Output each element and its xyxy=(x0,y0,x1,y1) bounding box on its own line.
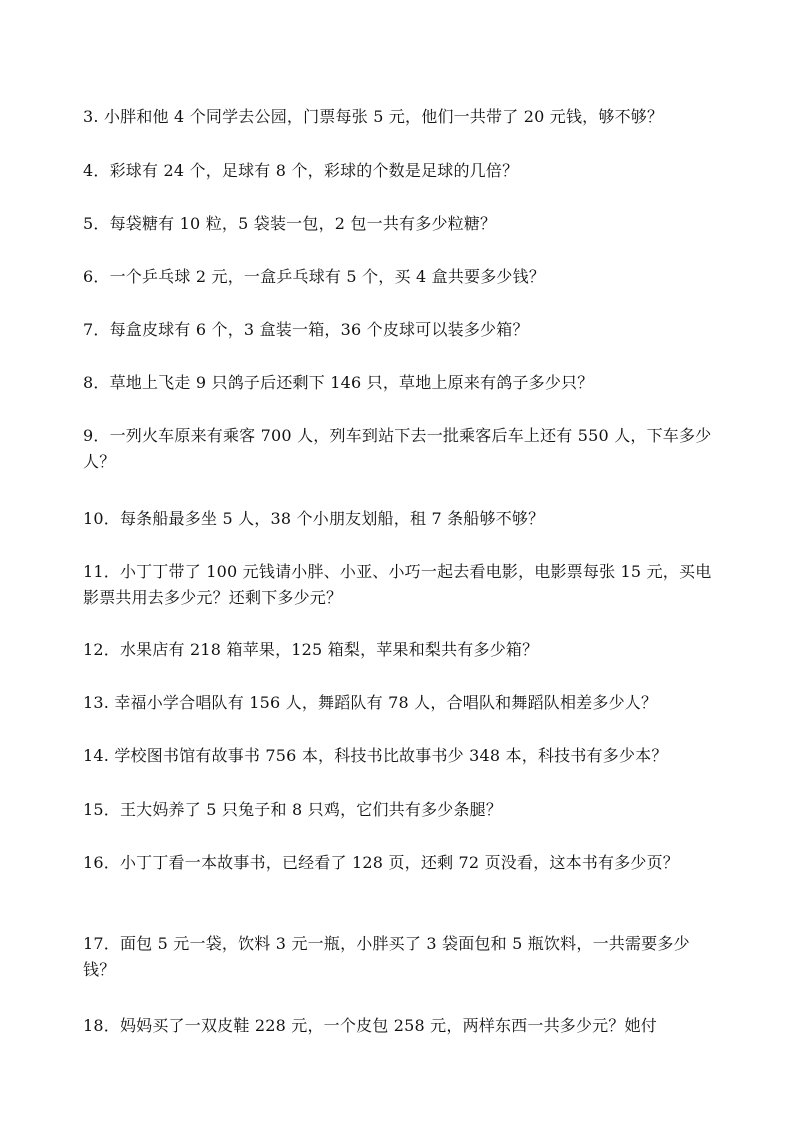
problem-12: 12．水果店有 218 箱苹果，125 箱梨，苹果和梨共有多少箱？ xyxy=(83,640,539,659)
problem-16: 16．小丁丁看一本故事书，已经看了 128 页，还剩 72 页没看，这本书有多少页？ xyxy=(83,853,680,872)
problem-4: 4．彩球有 24 个，足球有 8 个，彩球的个数是足球的几倍？ xyxy=(83,161,519,180)
problem-15: 15．王大妈养了 5 只兔子和 8 只鸡，它们共有多少条腿？ xyxy=(83,800,503,819)
problem-7: 7．每盒皮球有 6 个，3 盒装一箱，36 个皮球可以装多少箱？ xyxy=(83,320,529,339)
problem-3: 3. 小胖和他 4 个同学去公园，门票每张 5 元，他们一共带了 20 元钱，够不够？ xyxy=(83,107,664,126)
problem-13: 13. 幸福小学合唱队有 156 人，舞蹈队有 78 人，合唱队和舞蹈队相差多少人？ xyxy=(83,693,658,712)
problem-6: 6．一个乒乓球 2 元，一盒乒乓球有 5 个，买 4 盒共要多少钱？ xyxy=(83,267,546,286)
problem-11: 11．小丁丁带了 100 元钱请小胖、小亚、小巧一起去看电影，电影票每张 15 元，买电影票共用去多少元？还剩下多少元？ xyxy=(83,562,712,607)
problem-8: 8．草地上飞走 9 只鸽子后还剩下 146 只，草地上原来有鸽子多少只？ xyxy=(83,373,594,392)
problem-9: 9．一列火车原来有乘客 700 人，列车到站下去一批乘客后车上还有 550 人，下车多少人？ xyxy=(83,426,712,471)
problem-18: 18．妈妈买了一双皮鞋 228 元，一个皮包 258 元，两样东西一共多少元？她付 xyxy=(83,1016,657,1035)
problem-5: 5．每袋糖有 10 粒，5 袋装一包，2 包一共有多少粒糖？ xyxy=(83,214,497,233)
problem-10: 10．每条船最多坐 5 人，38 个小朋友划船，租 7 条船够不够？ xyxy=(83,509,545,528)
problem-17: 17．面包 5 元一袋，饮料 3 元一瓶，小胖买了 3 袋面包和 5 瓶饮料，一共需要多少钱？ xyxy=(83,934,690,979)
problem-14: 14. 学校图书馆有故事书 756 本，科技书比故事书少 348 本，科技书有多少本？ xyxy=(83,746,668,765)
